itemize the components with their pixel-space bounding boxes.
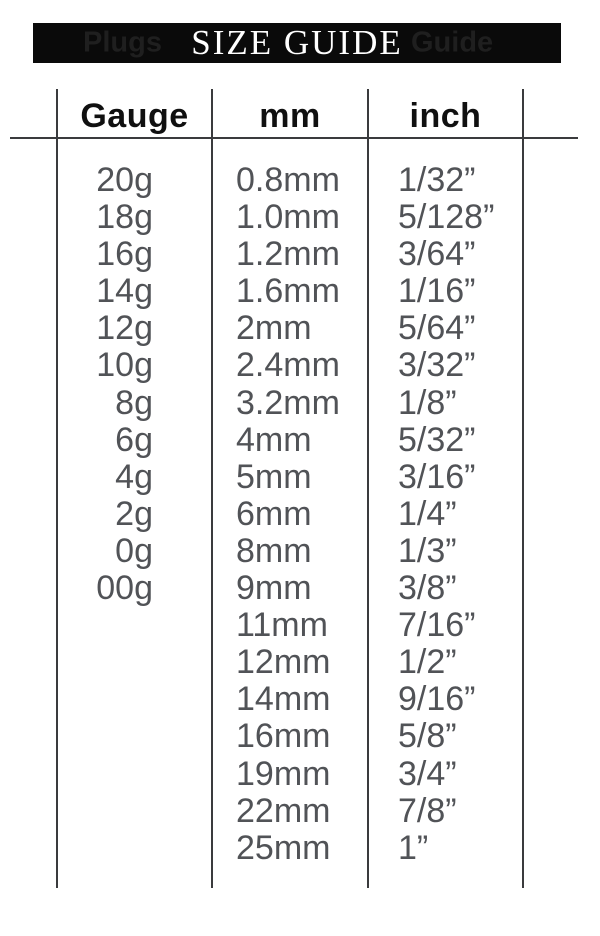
mm-cell: 2.4mm [236,346,340,385]
table-row [0,347,600,384]
background-watermark-left: Plugs [83,26,162,59]
mm-cell: 11mm [236,606,328,645]
inch-cell: 5/8” [398,717,457,756]
mm-cell: 2mm [236,309,312,348]
inch-cell: 3/16” [398,457,476,496]
table-row [0,422,600,459]
mm-cell: 22mm [236,791,331,830]
table-row [0,236,600,273]
table-header-underline [10,137,578,139]
gauge-cell: 18g [96,198,153,237]
inch-cell: 7/8” [398,791,457,830]
gauge-cell: 10g [96,346,153,385]
mm-cell: 14mm [236,680,331,719]
table-row [0,718,600,755]
column-header-inch: inch [409,96,482,135]
inch-cell: 1/8” [398,383,457,422]
table-body [0,162,600,867]
table-row [0,570,600,607]
inch-cell: 7/16” [398,606,476,645]
title-banner [33,23,561,63]
table-row [0,162,600,199]
column-header-gauge: Gauge [80,96,189,135]
mm-cell: 4mm [236,420,312,459]
table-row [0,533,600,570]
table-row [0,459,600,496]
mm-cell: 6mm [236,494,312,533]
gauge-cell: 20g [96,161,153,199]
mm-cell: 12mm [236,643,331,682]
background-watermark-right: Guide [411,26,494,59]
inch-cell: 1/2” [398,643,457,682]
table-row [0,644,600,681]
table-row [0,681,600,718]
gauge-cell: 12g [96,309,153,348]
mm-cell: 3.2mm [236,383,340,422]
inch-cell: 1/4” [398,494,457,533]
inch-cell: 1/32” [398,161,476,199]
gauge-cell: 8g [115,383,153,422]
table-row [0,830,600,867]
inch-cell: 5/32” [398,420,476,459]
table-row [0,273,600,310]
gauge-cell: 14g [96,272,153,311]
column-header-mm: mm [259,96,321,135]
table-row [0,199,600,236]
inch-cell: 3/64” [398,235,476,274]
inch-cell: 3/4” [398,754,457,793]
mm-cell: 1.0mm [236,198,340,237]
mm-cell: 1.6mm [236,272,340,311]
gauge-cell: 4g [115,457,153,496]
mm-cell: 25mm [236,828,331,867]
mm-cell: 8mm [236,531,312,570]
table-row [0,607,600,644]
inch-cell: 3/32” [398,346,476,385]
table-row [0,496,600,533]
inch-cell: 9/16” [398,680,476,719]
inch-cell: 5/128” [398,198,495,237]
page-title: SIZE GUIDE [191,22,403,62]
inch-cell: 3/8” [398,569,457,608]
mm-cell: 16mm [236,717,331,756]
gauge-cell: 2g [115,494,153,533]
inch-cell: 5/64” [398,309,476,348]
gauge-cell: 6g [115,420,153,459]
mm-cell: 5mm [236,457,312,496]
inch-cell: 1” [398,828,429,867]
inch-cell: 1/16” [398,272,476,311]
mm-cell: 9mm [236,569,312,608]
gauge-cell: 0g [115,531,153,570]
table-row [0,756,600,793]
gauge-cell: 00g [96,569,153,608]
mm-cell: 1.2mm [236,235,340,274]
table-row [0,310,600,347]
table-row [0,385,600,422]
table-row [0,793,600,830]
inch-cell: 1/3” [398,531,457,570]
mm-cell: 0.8mm [236,161,340,199]
gauge-cell: 16g [96,235,153,274]
mm-cell: 19mm [236,754,331,793]
